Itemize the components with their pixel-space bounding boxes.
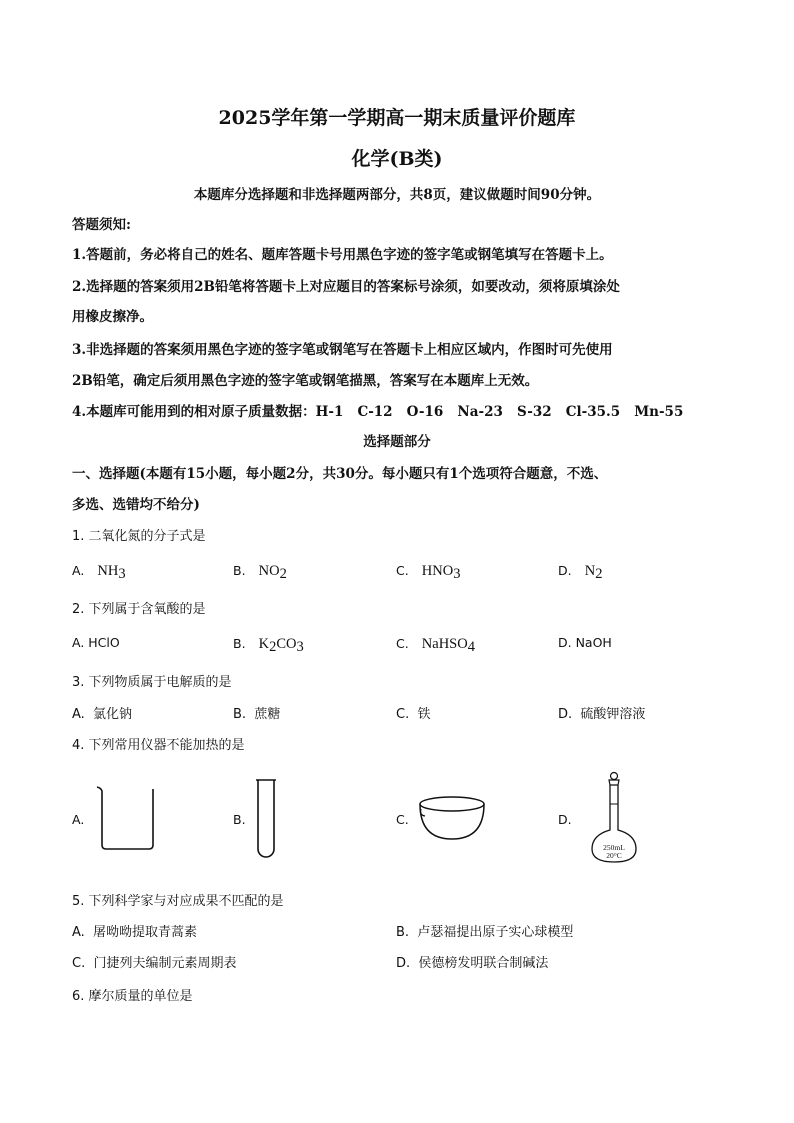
- q2-option-b: [233, 633, 304, 656]
- q2-option-d: D. NaOH: [558, 635, 612, 650]
- q1-option-c-sub: 3: [453, 566, 461, 582]
- q1-option-c-formula: HNO: [421, 563, 454, 579]
- q2-option-c-label: C.: [396, 636, 409, 651]
- q1-option-a: [72, 560, 126, 583]
- q5-option-c: C. 门捷列夫编制元素周期表: [72, 956, 237, 971]
- q4-option-a-label: A.: [72, 812, 85, 827]
- volumetric-flask-icon: [588, 770, 640, 866]
- question-1-stem: 1. 二氧化氮的分子式是: [72, 529, 206, 544]
- subject-title: 化学(B类): [351, 148, 443, 170]
- q3-option-c: C. 铁: [396, 707, 431, 722]
- q4-option-b-label: B.: [233, 812, 246, 827]
- instruction-3-line2: 2B铅笔，确定后须用黑色字迹的签字笔或钢笔描黑，答案写在本题库上无效。: [72, 373, 539, 389]
- section-heading-line1: 一、选择题(本题有15小题，每小题2分，共30分。每小题只有1个选项符合题意，不选、: [72, 466, 608, 482]
- section-title: 选择题部分: [363, 434, 431, 450]
- question-4-stem: 4. 下列常用仪器不能加热的是: [72, 738, 245, 753]
- q1-option-d-formula: N: [584, 563, 596, 579]
- q1-option-a-formula: NH: [97, 563, 119, 579]
- q3-option-a: A. 氯化钠: [72, 707, 133, 722]
- q1-option-a-sub: 3: [118, 566, 126, 582]
- q1-option-b: [233, 560, 287, 583]
- q1-option-d-sub: 2: [595, 566, 603, 582]
- q5-option-a: A. 屠呦呦提取青蒿素: [72, 925, 198, 940]
- q2-option-a: A. HClO: [72, 635, 120, 650]
- question-5-stem: 5. 下列科学家与对应成果不匹配的是: [72, 894, 284, 909]
- q2-option-c: [396, 633, 475, 656]
- instruction-2-line2: 用橡皮擦净。: [72, 309, 153, 325]
- q3-option-d: D. 硫酸钾溶液: [558, 707, 646, 722]
- q4-option-d-label: D.: [558, 812, 572, 827]
- exam-title: 2025学年第一学期高一期末质量评价题库: [218, 107, 576, 129]
- q1-option-b-sub: 2: [279, 566, 287, 582]
- q2-option-b-f2: CO: [276, 636, 297, 652]
- instruction-4: 4.本题库可能用到的相对原子质量数据：H-1 C-12 O-16 Na-23 S-32 Cl-35.5 Mn-55: [72, 404, 684, 420]
- q1-option-c-label: C.: [396, 563, 409, 578]
- q1-option-b-formula: NO: [258, 563, 280, 579]
- q2-option-b-label: B.: [233, 636, 246, 651]
- q1-option-c: [396, 560, 460, 583]
- q1-option-a-label: A.: [72, 563, 85, 578]
- q2-option-c-sub: 4: [467, 639, 475, 655]
- q1-option-d-label: D.: [558, 563, 572, 578]
- question-3-stem: 3. 下列物质属于电解质的是: [72, 675, 232, 690]
- question-2-stem: 2. 下列属于含氧酸的是: [72, 602, 206, 617]
- q1-option-d: [558, 560, 602, 583]
- instruction-2-line1: 2.选择题的答案须用2B铅笔将答题卡上对应题目的答案标号涂须，如要改动，须将原填涂处: [72, 279, 620, 295]
- flask-temp-label: 20°C: [606, 851, 622, 860]
- instruction-1: 1.答题前，务必将自己的姓名、题库答题卡号用黑色字迹的签字笔或钢笔填写在答题卡上。: [72, 247, 613, 263]
- q1-option-b-label: B.: [233, 563, 246, 578]
- q2-option-b-s2: 3: [296, 639, 304, 655]
- instructions-heading: 答题须知:: [72, 217, 131, 233]
- section-heading-line2: 多选、选错均不给分): [72, 497, 200, 513]
- q5-option-b: B. 卢瑟福提出原子实心球模型: [396, 925, 574, 940]
- q2-option-b-f1: K: [258, 636, 270, 652]
- q4-option-c-label: C.: [396, 812, 409, 827]
- question-6-stem: 6. 摩尔质量的单位是: [72, 989, 193, 1004]
- q2-option-c-formula: NaHSO: [421, 636, 468, 652]
- beaker-icon: [95, 785, 160, 851]
- q2-option-b-s1: 2: [269, 639, 277, 655]
- q5-option-d: D. 侯德榜发明联合制碱法: [396, 956, 549, 971]
- test-tube-icon: [254, 778, 278, 860]
- evaporating-dish-icon: [418, 795, 486, 843]
- q3-option-b: B. 蔗糖: [233, 707, 281, 722]
- exam-intro: 本题库分选择题和非选择题两部分，共8页，建议做题时间90分钟。: [193, 187, 601, 203]
- flask-volume-label: 250mL: [603, 843, 625, 852]
- instruction-3-line1: 3.非选择题的答案须用黑色字迹的签字笔或钢笔写在答题卡上相应区域内，作图时可先使用: [72, 342, 613, 358]
